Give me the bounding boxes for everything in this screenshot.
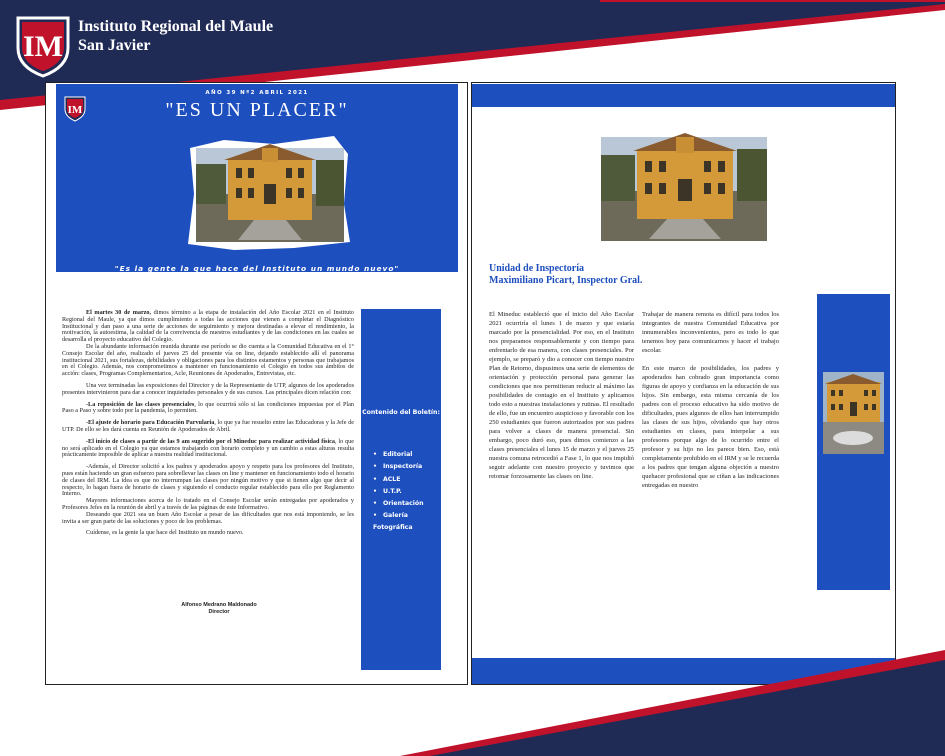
svg-text:IM: IM (23, 30, 63, 63)
editorial-text (62, 310, 354, 542)
toc-item[interactable]: • Inspectoría (373, 461, 433, 473)
toc-list (373, 449, 433, 534)
signature (164, 602, 274, 616)
newsletter-page-left (45, 82, 468, 685)
svg-text:IM: IM (67, 104, 83, 116)
signature-role: Director (208, 609, 230, 615)
cover-tagline: "Es la gente la que hace del Instituto un mundo nuevo" (114, 264, 400, 273)
editorial-text-3: Una vez terminadas las exposiciones del Director y de la Representante de UTP, algunos de los apoderados presentes intervinieron para dar a conocer inquietudes personales y de sus cursos. Las principales dicen relación con: (62, 381, 354, 396)
school-building-photo (184, 134, 352, 252)
editorial-lead-6: -El inicio de clases a partir de las 9 am sugerido por el Mineduc para realizar actividad física (86, 437, 336, 445)
inspectoria-paragraph: El Mineduc estableció que el inicio del Año Escolar 2021 ocurriría el lunes 1 de marzo y que estaría marcado por la presencialidad. Por eso, en el Instituto nos preparamos responsablemente y con tiempo para enfrentarlo de esa manera, con clases presenciales. Por ejemplo, se preparó y dio a conocer con tiempo nuestro Plan de Retorno, dispusimos una serie de elementos de orientación y protección personal para generar las condiciones que nos permitieran reducir al máximo las posibilidades de contagio en el Instituto y aplicamos todo esto a nuestras instalaciones y rutinas. El resultado de ello, fue un encuentro auspicioso y favorable con los 250 estudiantes que fueron autorizados por sus padres para volver a clases de manera presencial. Sin embargo, poco duró eso, pues dimos comienzo a las clases presenciales el lunes 15 de marzo y el jueves 25 nuestra comuna retrocedió a Fase 1, lo que nos impidió seguir adelante con nuestro proyecto y tuvimos que retomar forzosamente las clases on line. (489, 311, 634, 480)
editorial-text-4: , lo que ocurrirá sólo si las condiciones impuestas por el Plan Paso a Paso y sobre todo por la pandemia, lo permiten. (62, 400, 354, 415)
table-of-contents (361, 309, 441, 670)
editorial-lead-1: El martes 30 de marzo, (86, 309, 152, 316)
inspectoria-author: Maximiliano Picart, Inspector Gral. (489, 275, 643, 286)
editorial-text-9: Deseando que 2021 sea un buen Año Escolar a pesar de las dificultades que nos está imponiendo, se les invita a ser gran parte de las soluciones y poco de los problemas. (62, 510, 354, 525)
editorial-lead-5: -El ajuste de horario para Educación Parvularia (86, 419, 215, 427)
toc-item[interactable]: • Orientación (373, 498, 433, 510)
editorial-text-2: De la abundante información reunida durante ese período se dio cuenta a la Comunidad Educativa en el 1° Consejo Escolar del año, realizado el jueves 25 del presente vía on line, dejando establecido allí el panorama institucional 2021, sus fortalezas, debilidades y obligaciones para los distintos estamentos y personas que trabajamos en el Colegio. Además, nos comprometimos a mantener en funcionamiento el Colegio en todos sus ámbitos de acción: clases, Programas Complementarios, Acle, Reuniones de Apoderados, Entrevistas, etc. (62, 342, 354, 378)
toc-item[interactable]: • ACLE (373, 474, 433, 486)
toc-title: Contenido del Boletín: (362, 409, 440, 416)
cover-block (56, 84, 458, 272)
city-name: San Javier (78, 37, 151, 54)
inspectoria-paragraph: En este marco de posibilidades, los padres y apoderados han cobrado gran importancia como figuras de apoyo y confianza en la educación de sus hijos. Sin embargo, esta misma cercanía de los padres con el proceso educativo ha sido motivo de dificultades, pues algunos de ellos han interrumpido las clases de sus hijos, olvidando que hay otros estudiantes en clases, para interpelar a sus profesores porque algo de lo ocurrido entre el profesor y su hijo no les parece bien. Eso, está completamente prohibido en el IRM y se le recuerda a los padres que tengan alguna objeción a nuestro quehacer profesional que se ciñan a las indicaciones entregadas en nuestro (642, 365, 779, 489)
editorial-text-1: dimos término a la etapa de instalación del Año Escolar 2021 en el Instituto Regional del Maule, ya que dimos cumplimiento a todas las acciones que vienen a completar el Diagnóstico Institucional y dan paso a una serie de acciones de seguimiento y mejora destinadas a elevar el rendimiento, la motivación, la autoestima, la calidad de la convivencia de nuestros estudiantes y de las condiciones en las cuales se desarrolla el proyecto educativo del Colegio. (62, 309, 355, 344)
school-crest-icon (14, 14, 72, 78)
issue-meta: AÑO 39 Nº2 ABRIL 2021 (205, 90, 309, 96)
newsletter-page-right (471, 82, 896, 685)
top-bar (472, 84, 896, 107)
toc-item[interactable]: • Galería Fotográfica (373, 510, 433, 534)
signature-name: Alfonso Medrano Maldonado (181, 602, 257, 608)
inspectoria-column-1 (489, 310, 634, 490)
inspectoria-title: Unidad de Inspectoría (489, 263, 585, 274)
editorial-text-6: , lo que no será aplicado en el Colegio ya que estamos trabajando con horario completo y un cambio a estas alturas resulta prácticamente imposible de aplicar a nuestra realidad institucional. (62, 437, 354, 459)
school-courtyard-photo (823, 372, 884, 454)
institution-name: Instituto Regional del Maule (78, 18, 274, 35)
inspectoria-heading (489, 263, 642, 287)
toc-item[interactable]: • Editorial (373, 449, 433, 461)
editorial-text-7: -Además, el Director solicitó a los padres y apoderados apoyo y respeto para los profesores del Instituto, pues están haciendo un gran esfuerzo para sobrellevar las clases on line y mantener en funcionamiento todo el horario de clases del IRM. La idea es que no interrumpan las clases por ningún motivo y que si tienen algo que decir al respecto, lo hagan fuera de horario de clases y siguiendo el conducto regular establecido para ello por Reglamento Interno. (62, 463, 354, 498)
inspectoria-column-2 (642, 310, 779, 499)
editorial-text-8: Mayores informaciones acerca de lo tratado en el Consejo Escolar serán entregadas por apoderados y Profesores Jefes en la reunión de abril y a través de las páginas de este Informativo. (62, 497, 354, 511)
toc-item[interactable]: • U.T.P. (373, 486, 433, 498)
inspectoria-paragraph: Trabajar de manera remota es difícil para todos los integrantes de nuestra Comunidad Educativa por innumerables inconvenientes, pero es todo lo que tenemos hoy para comunicarnos y hacer el trabajo escolar. (642, 311, 779, 354)
banner-title (78, 17, 273, 55)
footer-corner-decoration (0, 640, 945, 756)
newsletter-title: "ES UN PLACER" (165, 99, 349, 121)
editorial-text-5: , lo que ya fue resuelto entre las Educadoras y la Jefe de UTP. De ello se les dará cuenta en Reunión de Apoderados de Abril. (62, 419, 354, 433)
editorial-text-10: Cuídense, es la gente la que hace del Instituto un mundo nuevo. (86, 529, 244, 537)
photo-sidebar (817, 294, 890, 590)
editorial-lead-4: -La reposición de las clases presenciales (86, 400, 195, 408)
inspectoria-building-photo (587, 121, 777, 251)
